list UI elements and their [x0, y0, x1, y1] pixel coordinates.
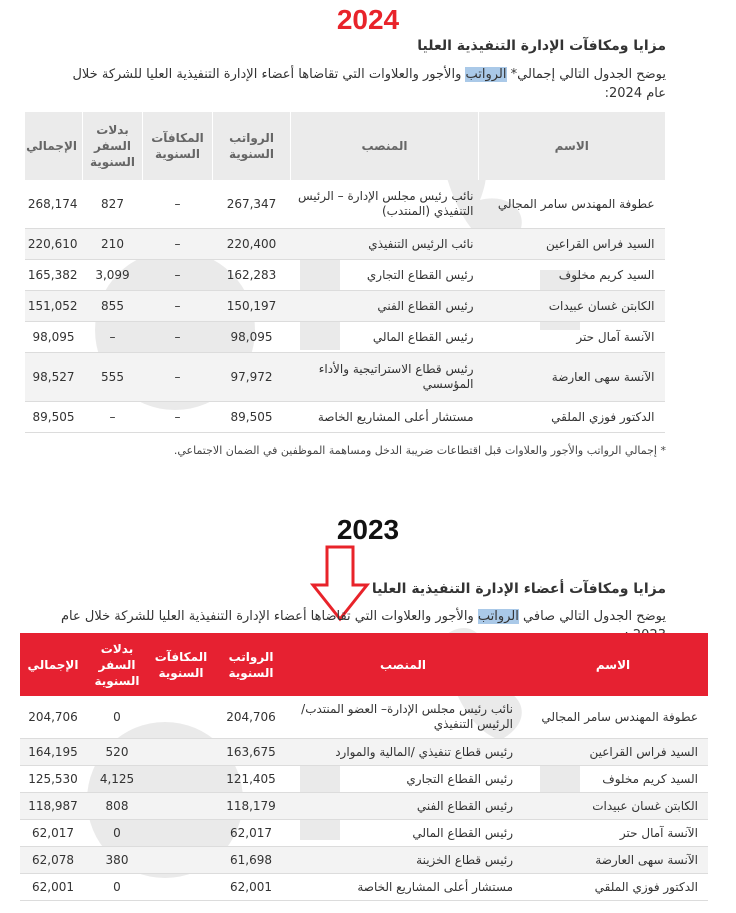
header-bonuses: المكافآت السنوية — [143, 112, 213, 180]
header-total: الإجمالي — [25, 112, 83, 180]
table-row: الآنسة سهى العارضة رئيس قطاع الخزينة 61,698 380 62,078 — [20, 847, 708, 874]
footnote: * إجمالي الرواتب والأجور والعلاوات قبل اقتطاعات ضريبة الدخل ومساهمة الموظفين في الضمان الاجتماعي. — [173, 444, 666, 457]
table-row: الدكتور فوزي الملقي مستشار أعلى المشاريع الخاصة 62,001 0 62,001 — [20, 874, 708, 901]
table-row: السيد فراس القراعين نائب الرئيس التنفيذي 220,400 – 210 220,610 — [25, 229, 665, 260]
highlighted-word: الرواتب — [477, 609, 519, 624]
section-2024-title: مزايا ومكافآت الإدارة التنفيذية العليا — [417, 38, 666, 54]
highlighted-word: الرواتب — [465, 67, 507, 82]
section-2024-intro: يوضح الجدول التالي إجمالي* الرواتب والأجور والعلاوات التي تقاضاها أعضاء الإدارة التنفيذية العليا للشركة خلال عام 2024: — [72, 67, 666, 101]
table-row: الكابتن غسان عبيدات رئيس القطاع الفني 118,179 808 118,987 — [20, 793, 708, 820]
header-salaries: الرواتب السنوية — [213, 112, 291, 180]
table-row: الآنسة آمال حتر رئيس القطاع المالي 62,017 0 62,017 — [20, 820, 708, 847]
header-bonuses: المكافآت السنوية — [148, 633, 214, 696]
year-2023-heading: 2023 — [336, 514, 400, 545]
header-total: الإجمالي — [20, 633, 86, 696]
header-travel: بدلات السفر السنوية — [86, 633, 148, 696]
header-name: الاسم — [518, 633, 708, 696]
year-2024-heading: 2024 — [336, 4, 400, 35]
table-2023 — [20, 633, 708, 901]
table-row: السيد فراس القراعين رئيس قطاع تنفيذي /المالية والموارد 163,675 520 164,195 — [20, 739, 708, 766]
section-2023-title: مزايا ومكافآت أعضاء الإدارة التنفيذية العليا — [371, 581, 666, 597]
table-row: عطوفة المهندس سامر المجالي نائب رئيس مجلس الإدارة– العضو المنتدب/الرئيس التنفيذي 204,706 0 204,706 — [20, 696, 708, 739]
table-2024 — [24, 112, 665, 433]
section-2023-intro: يوضح الجدول التالي صافي الرواتب والأجور والعلاوات التي تقاضاها أعضاء الإدارة التنفيذية العليا للشركة خلال عام — [60, 609, 666, 624]
table-row: الدكتور فوزي الملقي مستشار أعلى المشاريع الخاصة 89,505 – – 89,505 — [25, 402, 665, 433]
header-position: المنصب — [291, 112, 479, 180]
header-salaries: الرواتب السنوية — [214, 633, 288, 696]
table-row: الآنسة سهى العارضة رئيس قطاع الاستراتيجية والأداء المؤسسي 97,972 – 555 98,527 — [25, 353, 665, 402]
table-row: السيد كريم مخلوف رئيس القطاع التجاري 162,283 – 3,099 165,382 — [25, 260, 665, 291]
table-row: عطوفة المهندس سامر المجالي نائب رئيس مجلس الإدارة – الرئيس التنفيذي (المنتدب) 267,347 – 827 268,174 — [25, 180, 665, 229]
header-name: الاسم — [479, 112, 665, 180]
table-row: الكابتن غسان عبيدات رئيس القطاع الفني 150,197 – 855 151,052 — [25, 291, 665, 322]
table-row: الآنسة آمال حتر رئيس القطاع المالي 98,095 – – 98,095 — [25, 322, 665, 353]
header-position: المنصب — [288, 633, 518, 696]
header-travel: بدلات السفر السنوية — [83, 112, 143, 180]
table-row: السيد كريم مخلوف رئيس القطاع التجاري 121,405 4,125 125,530 — [20, 766, 708, 793]
